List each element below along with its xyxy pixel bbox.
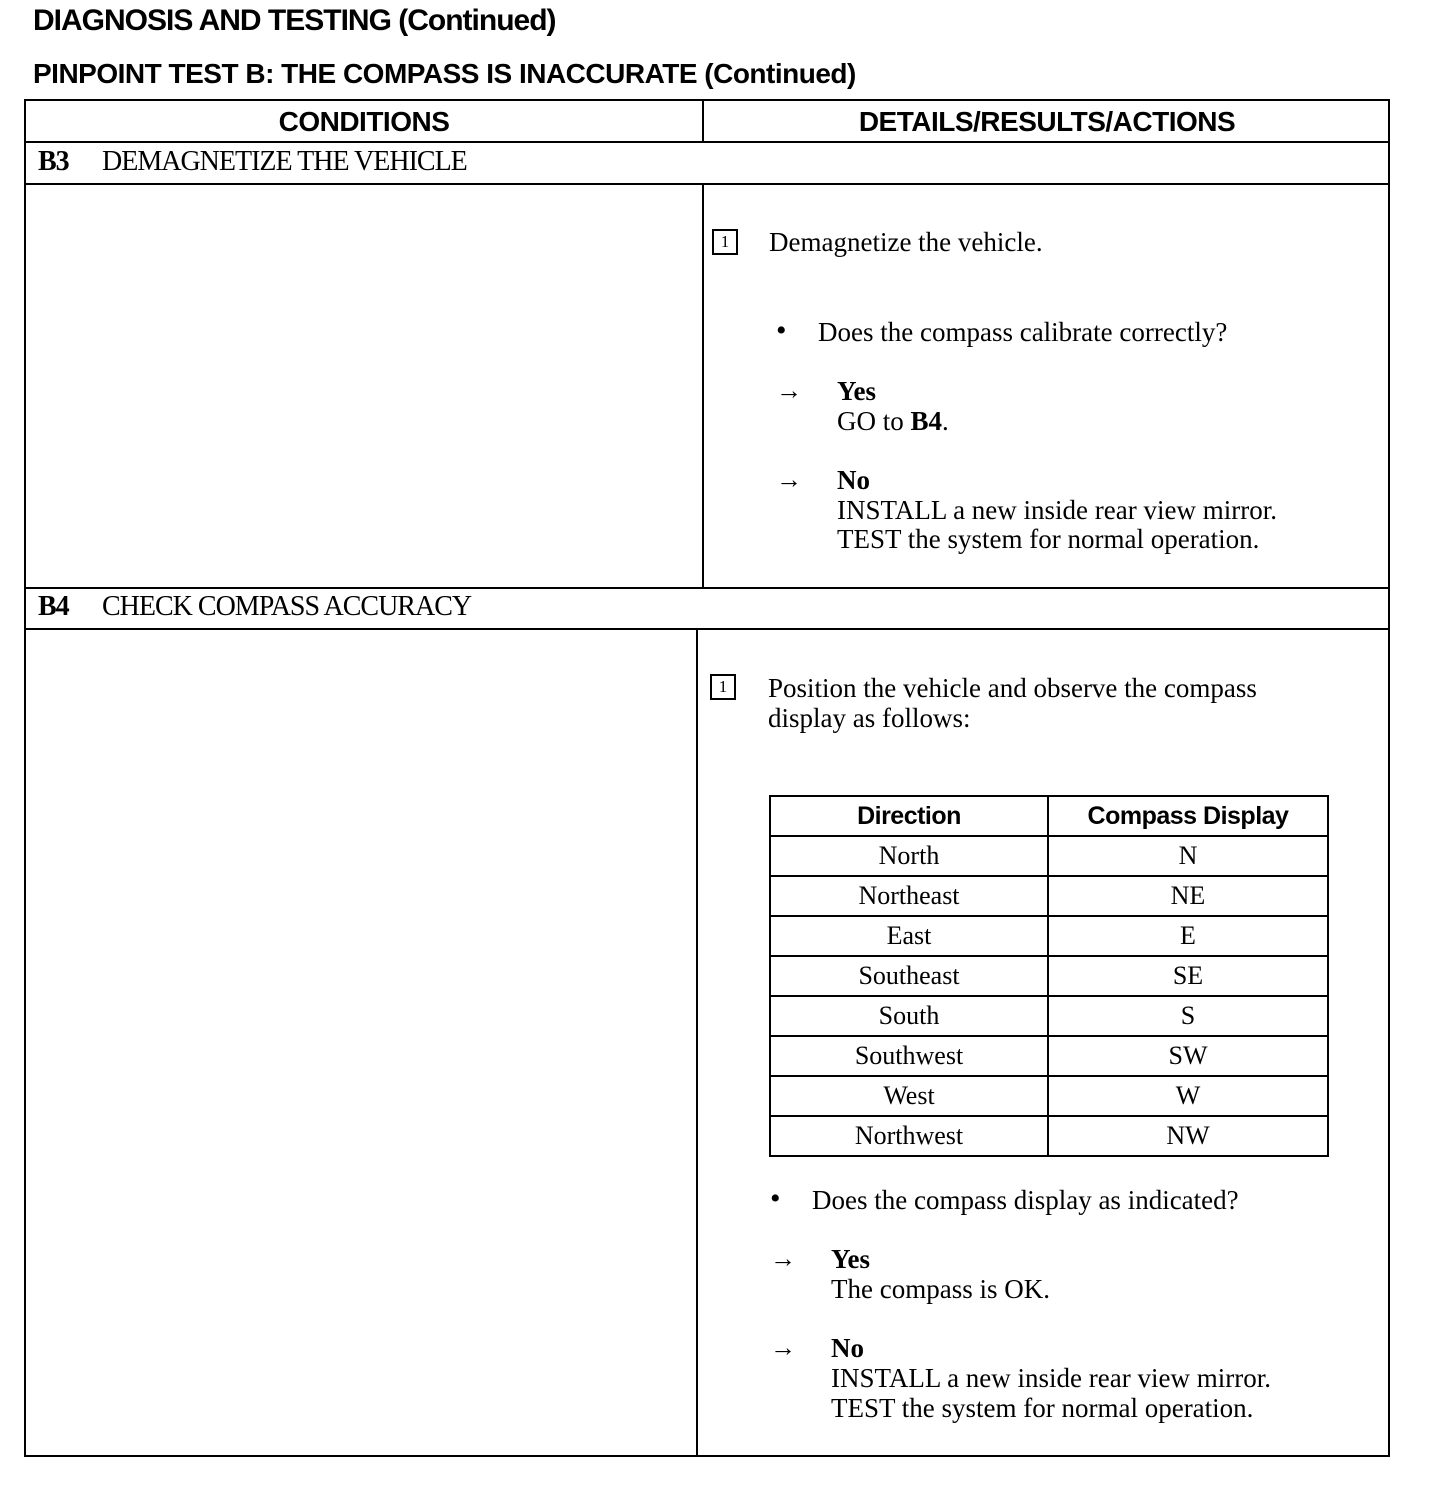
direction-cell: Southwest [770,1036,1048,1076]
divider [26,628,1388,630]
table-row [770,916,1328,956]
arrow-right-icon: → [776,376,802,405]
step-code: B3 [38,146,69,177]
table-row [770,956,1328,996]
no-action-line: TEST the system for normal operation. [837,524,1260,554]
direction-cell: Southeast [770,956,1048,996]
table-header-row [770,796,1328,836]
step-title: CHECK COMPASS ACCURACY [102,591,472,622]
step-instruction-line: Position the vehicle and observe the compass [768,673,1257,703]
divider [26,587,1388,589]
direction-cell: West [770,1076,1048,1116]
substep-number-box: 1 [712,229,738,255]
yes-label: Yes [837,376,876,406]
no-action-line: INSTALL a new inside rear view mirror. [831,1363,1271,1393]
step-b3-title-row [38,146,467,178]
step-instruction-line: display as follows: [768,703,971,733]
bullet-icon: • [770,1182,781,1215]
direction-cell: North [770,836,1048,876]
compass-display-cell: E [1048,916,1328,956]
yes-action-prefix: GO to [837,406,911,436]
arrow-right-icon: → [770,1244,796,1273]
compass-display-cell: SE [1048,956,1328,996]
details-column-header: DETAILS/RESULTS/ACTIONS [858,106,1236,137]
no-action-line: INSTALL a new inside rear view mirror. [837,495,1277,525]
direction-cell: Northwest [770,1116,1048,1156]
column-divider [702,183,704,587]
step-code: B4 [38,591,69,622]
divider [26,141,1388,143]
arrow-right-icon: → [776,465,802,494]
compass-display-cell: S [1048,996,1328,1036]
step-question: Does the compass calibrate correctly? [818,317,1228,347]
yes-action-target: B4 [910,406,943,436]
compass-display-column-header: Compass Display [1048,796,1328,836]
compass-display-cell: NW [1048,1116,1328,1156]
pinpoint-test-table [24,99,1390,1457]
divider [26,183,1388,185]
table-row [770,1076,1328,1116]
yes-action-suffix: . [942,406,949,436]
step-b4-title-row [38,591,471,623]
no-label: No [831,1333,864,1363]
compass-display-cell: N [1048,836,1328,876]
substep-number-box: 1 [710,674,736,700]
section-title: DIAGNOSIS AND TESTING (Continued) [33,4,556,37]
yes-label: Yes [831,1244,870,1274]
column-divider [702,101,704,141]
yes-action: The compass is OK. [831,1274,1050,1304]
arrow-right-icon: → [770,1333,796,1362]
conditions-column-header: CONDITIONS [278,106,450,137]
no-action-line: TEST the system for normal operation. [831,1393,1254,1423]
step-question: Does the compass display as indicated? [812,1185,1239,1215]
table-row [770,836,1328,876]
yes-action [837,406,949,436]
table-row [770,996,1328,1036]
direction-cell: Northeast [770,876,1048,916]
direction-column-header: Direction [770,796,1048,836]
compass-display-cell: NE [1048,876,1328,916]
direction-cell: South [770,996,1048,1036]
no-label: No [837,465,870,495]
table-row [770,1036,1328,1076]
table-row [770,876,1328,916]
direction-display-table [769,795,1329,1157]
compass-display-cell: SW [1048,1036,1328,1076]
table-row [770,1116,1328,1156]
step-title: DEMAGNETIZE THE VEHICLE [102,146,467,177]
compass-display-cell: W [1048,1076,1328,1116]
step-instruction: Demagnetize the vehicle. [769,227,1043,257]
pinpoint-test-title: PINPOINT TEST B: THE COMPASS IS INACCURATE (Continued) [33,58,856,89]
bullet-icon: • [776,314,787,347]
direction-cell: East [770,916,1048,956]
column-divider [696,628,698,1457]
